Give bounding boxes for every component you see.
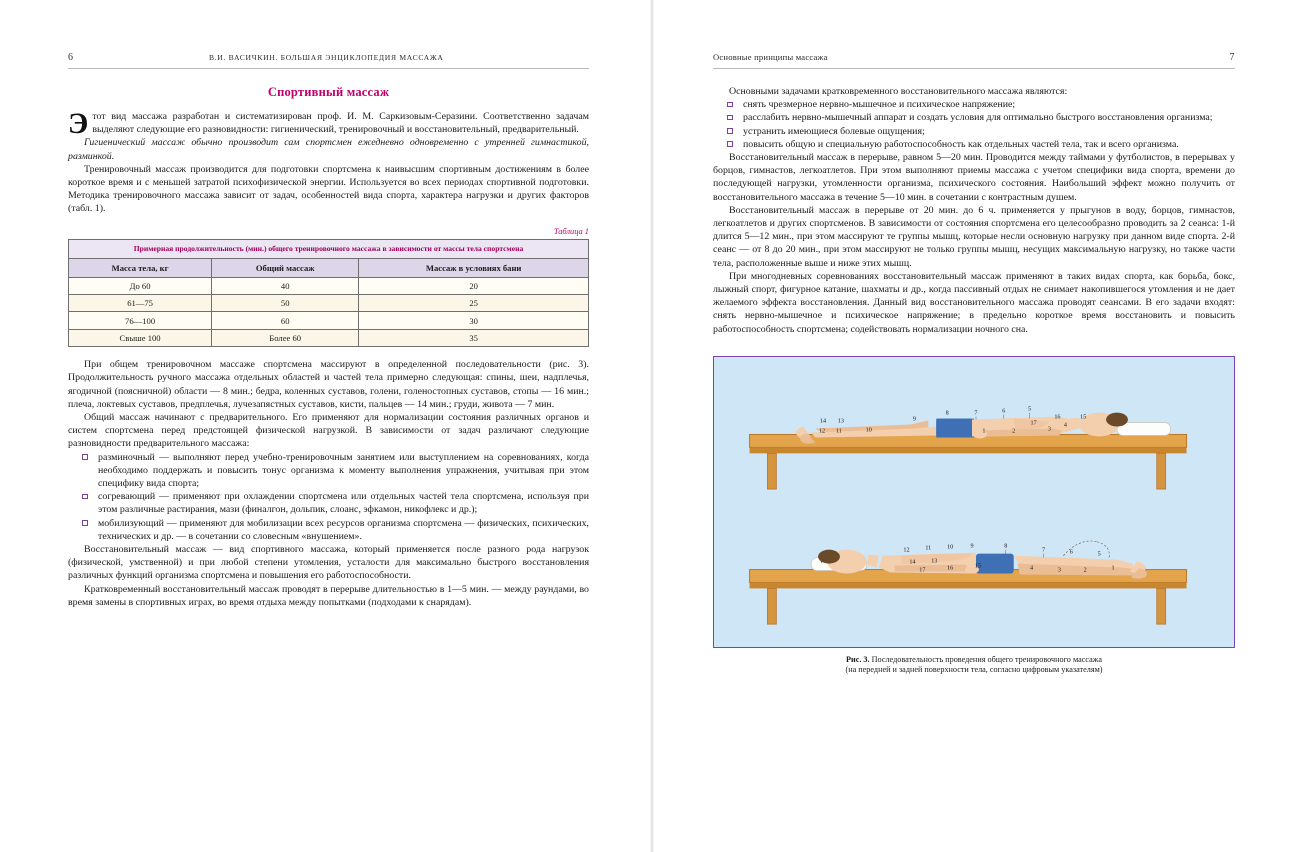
paragraph-break-5-20 — [713, 151, 1235, 204]
svg-text:13: 13 — [837, 418, 844, 425]
drop-cap: Э — [68, 107, 89, 140]
paragraph-multiday-text: При многодневных соревнованиях восстановительный массаж применяют в таких видах спорта, как борьба, бокс, лыжный спорт, фигурное катание, шахматы и др., когда пассивный отдых не снимает накопившегося утомления и не дает желаемого эффекта восстановления. Данный вид восстановительного массажа проводят сеансами. В его задачи входят: снять нервно-мышечное и психическое напряжение; в предельно короткое время восстановить и повысить работоспособность спортсмена; содействовать нормализации ночного сна. — [713, 270, 1235, 335]
svg-text:16: 16 — [1054, 414, 1061, 421]
svg-text:4: 4 — [1030, 565, 1034, 572]
svg-text:15: 15 — [1080, 414, 1087, 421]
running-head-right-text: Основные принципы массажа — [713, 52, 828, 62]
table-label: Таблица 1 — [553, 226, 589, 236]
figure-3-illustration — [713, 356, 1235, 648]
table-cell: 61—75 — [69, 295, 212, 312]
figure-number: Рис. 3. — [845, 654, 870, 664]
svg-text:5: 5 — [1028, 406, 1032, 413]
table-row — [69, 295, 589, 312]
table-caption: Примерная продолжительность (мин.) общего тренировочного массажа в зависимости от массы тела спортсмена — [68, 239, 589, 258]
paragraph-multiday — [713, 270, 1235, 336]
svg-text:12: 12 — [818, 428, 826, 435]
svg-text:10: 10 — [865, 427, 872, 434]
table-cell: До 60 — [69, 277, 212, 294]
list-item — [68, 451, 589, 491]
svg-text:2: 2 — [1012, 428, 1016, 435]
paragraph-break-5-20-text: Восстановительный массаж в перерыве, равном 5—20 мин. Проводится между таймами у футболистов, в перерывах у борцов, гимнастов, легкоатлетов. При этом выполняют приемы массажа с учетом специфики вида спорта, времени до последующей нагрузки, утомленности организма, психического состояния. Наибольший эффект можно получить от восстановительного массажа в течение 5—10 мин. в сочетании с контрастным душем. — [713, 152, 1235, 203]
running-head-right — [713, 52, 1235, 69]
paragraph-general-text: Общий массаж начинают с предварительного. Его применяют для нормализации состояния различных органов и систем спортсмена перед предстоящей физической нагрузкой. В зависимости от задач различают следующие разновидности предварительного массажа: — [68, 411, 589, 450]
folio-left: 6 — [68, 52, 74, 63]
tasks-list — [713, 98, 1235, 151]
svg-text:8: 8 — [945, 410, 949, 417]
table-header-row — [69, 258, 589, 277]
bullet-square-icon — [727, 141, 733, 147]
right-page — [651, 0, 1303, 852]
table-cell: Более 60 — [212, 329, 359, 346]
list-item — [713, 138, 1235, 151]
list-item-label: согревающий — применяют при охлаждении спортсмена или отдельных частей тела спортсмена, используя при этом различные растирания, мази (финалгон, дольпик, слоанс, эфкамон, никофлекс и др.); — [98, 491, 589, 516]
table-row — [69, 277, 589, 294]
paragraph-intro-text: тот вид массажа разработан и систематизирован проф. И. М. Саркизовым-Серазини. Соответственно задачам выделяют следующие его разновидности: гигиенический, тренировочный и восстановительный, предварительный. — [92, 111, 589, 136]
table-row — [69, 312, 589, 329]
svg-text:14: 14 — [819, 418, 827, 425]
list-item — [713, 125, 1235, 138]
svg-text:9: 9 — [970, 543, 974, 550]
table-cell: 30 — [359, 312, 589, 329]
paragraph-tasks-lead — [713, 85, 1235, 98]
paragraph-break-20-6h-text: Восстановительный массаж в перерыве от 20 мин. до 6 ч. применяется у прыгунов в воду, борцов, гимнастов, легкоатлетов и других спортсменов. В зависимости от состояния спортсмена его целесообразно проводить за 2 сеанса: 1-й длится 5—12 мин., при этом массируют те группы мышц, которые несли основную нагрузку при данном виде спорта. 2-й сеанс — от 8 до 20 мин., при этом массируют не только группы мышц, несущих максимальную нагрузку, но также части тела, расположенные выше и ниже этих мышц. — [713, 204, 1235, 269]
svg-text:6: 6 — [1069, 549, 1073, 556]
list-item-label: снять чрезмерное нервно-мышечное и психическое напряжение; — [743, 99, 1016, 111]
svg-text:10: 10 — [947, 544, 954, 551]
paragraph-sequence — [68, 358, 589, 411]
svg-text:14: 14 — [909, 559, 916, 566]
table-cell: 50 — [212, 295, 359, 312]
figure-caption — [713, 655, 1235, 676]
list-item-label: повысить общую и специальную работоспособность как отдельных частей тела, так и всего организма. — [743, 138, 1179, 150]
table-header-cell: Масса тела, кг — [69, 258, 212, 277]
svg-text:3: 3 — [1047, 426, 1052, 433]
bullet-square-icon — [82, 520, 88, 526]
svg-text:1: 1 — [982, 428, 986, 435]
list-item — [713, 98, 1235, 111]
table-cell: 35 — [359, 329, 589, 346]
svg-text:13: 13 — [931, 558, 938, 565]
massage-sequence-svg — [714, 357, 1234, 647]
list-item-label: устранить имеющиеся болевые ощущения; — [743, 125, 925, 137]
svg-text:7: 7 — [974, 410, 978, 417]
svg-text:12: 12 — [903, 547, 910, 554]
bullet-square-icon — [82, 494, 88, 500]
svg-text:7: 7 — [1041, 547, 1046, 554]
list-item — [713, 111, 1235, 124]
duration-table — [68, 239, 589, 348]
paragraph-hygienic — [68, 136, 589, 162]
table-cell: 20 — [359, 277, 589, 294]
paragraph-tasks-lead-text: Основными задачами кратковременного восстановительного массажа являются: — [729, 86, 1068, 97]
running-head-left — [68, 52, 589, 69]
paragraph-break-20-6h — [713, 204, 1235, 270]
left-page — [0, 0, 651, 852]
svg-text:11: 11 — [835, 428, 842, 435]
list-item — [68, 490, 589, 516]
figure-caption-line1: Последовательность проведения общего тренировочного массажа — [871, 654, 1102, 664]
svg-text:17: 17 — [1030, 420, 1037, 427]
svg-text:8: 8 — [1004, 543, 1008, 550]
svg-text:17: 17 — [919, 567, 926, 574]
paragraph-sequence-text: При общем тренировочном массаже спортсмена массируют в определенной последовательности (рис. 3). Продолжительность ручного массажа отдельных областей и частей тела примерно следующая: спины, шеи, надплечья, ягодичной (поясничной) области — 8 мин.; бедра, коленных суставов, голени, голеностопных суставов, стопы — 16 мин.; плеча, локтевых суставов, предплечья, лучезапястных суставов, кисти, пальцев — 14 мин.; груди, живота — 7 мин. — [68, 359, 589, 410]
bullet-square-icon — [727, 115, 733, 121]
svg-text:6: 6 — [1002, 408, 1006, 415]
list-item-label: разминочный — выполняют перед учебно-тренировочным занятием или выступлением на соревнованиях, когда необходимо поддержать и повысить тонус организма к моменту выполнения упражнения, учитывая при этом специфику вида спорта; — [98, 451, 589, 489]
preliminary-massage-list — [68, 451, 589, 543]
table-row — [69, 329, 589, 346]
list-item-label: расслабить нервно-мышечный аппарат и создать условия для оптимально быстрого восстановления организма; — [743, 112, 1213, 124]
list-item-label: мобилизующий — применяют для мобилизации всех ресурсов организма спортсмена — физических, психических, технических и др. — в сочетании со словесным «внушением». — [98, 517, 589, 542]
paragraph-shortterm-text: Кратковременный восстановительный массаж проводят в перерыве длительностью в 1—5 мин. — между раундами, во время замены в спортивных играх, во время отдыха между попытками (подходами к снарядам). — [68, 583, 589, 608]
svg-text:11: 11 — [925, 545, 932, 552]
page-title: Спортивный массаж — [267, 85, 390, 99]
svg-text:9: 9 — [912, 416, 916, 423]
svg-text:1: 1 — [1111, 565, 1115, 572]
folio-right: 7 — [1229, 52, 1235, 63]
table-cell: 60 — [212, 312, 359, 329]
table-header-cell: Массаж в условиях бани — [359, 258, 589, 277]
paragraph-intro — [68, 107, 589, 140]
table-cell: 40 — [212, 277, 359, 294]
svg-text:3: 3 — [1057, 567, 1061, 574]
bullet-square-icon — [727, 102, 733, 108]
paragraph-hygienic-text: Гигиенический массаж обычно производит сам спортсмен ежедневно одновременно с утренней гимнастикой, разминкой. — [68, 137, 589, 162]
table-cell: Свыше 100 — [69, 329, 212, 346]
paragraph-training-text: Тренировочный массаж производится для подготовки спортсмена к наивысшим спортивным достижениям в более короткое время и с меньшей затратой психофизической энергии. Используется во всех периодах спортивной подготовки. Методика тренировочного массажа зависит от задач, особенностей вида спорта, характера нагрузки и других факторов (табл. 1). — [68, 163, 589, 215]
svg-text:5: 5 — [1097, 551, 1101, 558]
list-item — [68, 517, 589, 543]
paragraph-shortterm — [68, 583, 589, 609]
svg-text:16: 16 — [947, 565, 954, 572]
table-cell: 76—100 — [69, 312, 212, 329]
bullet-square-icon — [82, 454, 88, 460]
table-header-cell: Общий массаж — [212, 258, 359, 277]
bullet-square-icon — [727, 128, 733, 134]
paragraph-restorative — [68, 543, 589, 583]
paragraph-general — [68, 411, 589, 451]
svg-text:2: 2 — [1083, 567, 1087, 574]
figure-caption-line2: (на передней и задней поверхности тела, согласно цифровым указателям) — [845, 665, 1103, 675]
table-cell: 25 — [359, 295, 589, 312]
paragraph-training — [68, 163, 589, 216]
paragraph-restorative-text: Восстановительный массаж — вид спортивного массажа, который применяется после разного рода нагрузок (физической, умственной) и при любой степени утомления, усталости для максимально быстрого восстановления различных функций организма спортсмена и повышения его работоспособности. — [68, 543, 589, 582]
running-head-left-text: В.И. ВАСИЧКИН. БОЛЬШАЯ ЭНЦИКЛОПЕДИЯ МАССАЖА — [208, 53, 444, 62]
svg-text:4: 4 — [1063, 422, 1067, 429]
svg-text:15: 15 — [974, 563, 982, 570]
